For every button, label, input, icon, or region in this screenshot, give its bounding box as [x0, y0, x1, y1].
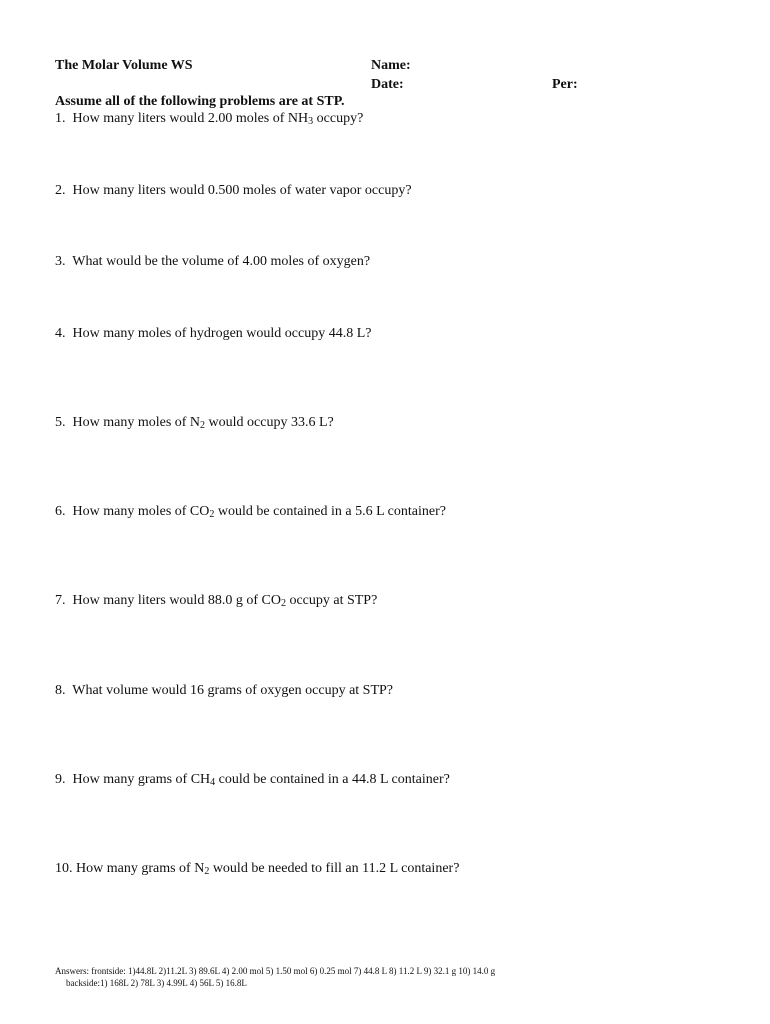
question-number: 3. [55, 254, 66, 269]
question-number: 10. [55, 861, 73, 876]
question-text: How many moles of N [72, 415, 201, 430]
question-text: occupy? [313, 111, 364, 126]
name-label: Name: [371, 58, 411, 73]
question-text: occupy at STP? [285, 593, 378, 608]
answer-key-line-2: backside:1) 168L 2) 78L 3) 4.99L 4) 56L 5) 16.8L [66, 978, 247, 988]
question-number: 7. [55, 593, 66, 608]
answer-key-line-1: Answers: frontside: 1)44.8L 2)11.2L 3) 89.6L 4) 2.00 mol 5) 1.50 mol 6) 0.25 mol 7) 44.8 L 8) 11.2 L 9) 32.1 g 10) 14.0 g [55, 966, 496, 976]
subscript: 2 [280, 598, 286, 609]
question-text: would be contained in a 5.6 L container? [214, 504, 446, 519]
question-number: 6. [55, 504, 66, 519]
question-10 [55, 860, 459, 877]
question-text: What would be the volume of 4.00 moles of oxygen? [72, 254, 371, 269]
period-label: Per: [552, 77, 578, 92]
question-number: 9. [55, 772, 66, 787]
subscript: 2 [209, 509, 215, 520]
question-number: 2. [55, 183, 66, 198]
question-text: How many moles of hydrogen would occupy 44.8 L? [72, 326, 372, 341]
instructions: Assume all of the following problems are at STP. [55, 94, 345, 109]
question-number: 1. [55, 111, 66, 126]
date-label: Date: [371, 77, 404, 92]
question-text: How many moles of CO [72, 504, 210, 519]
question-6 [55, 503, 446, 520]
question-text: would be needed to fill an 11.2 L container? [209, 861, 460, 876]
subscript: 3 [308, 116, 314, 127]
question-3 [55, 253, 370, 270]
subscript: 2 [204, 866, 210, 877]
question-1 [55, 110, 363, 127]
question-number: 8. [55, 683, 66, 698]
question-text: would occupy 33.6 L? [205, 415, 334, 430]
subscript: 4 [210, 777, 216, 788]
question-text: What volume would 16 grams of oxygen occupy at STP? [72, 683, 394, 698]
question-number: 4. [55, 326, 66, 341]
question-text: could be contained in a 44.8 L container? [215, 772, 450, 787]
question-2 [55, 182, 412, 199]
question-text: How many liters would 88.0 g of CO [72, 593, 281, 608]
question-5 [55, 414, 334, 431]
worksheet-title: The Molar Volume WS [55, 58, 193, 73]
question-number: 5. [55, 415, 66, 430]
question-text: How many grams of CH [72, 772, 211, 787]
subscript: 2 [200, 420, 206, 431]
question-4 [55, 325, 372, 342]
question-text: How many grams of N [76, 861, 205, 876]
question-8 [55, 682, 393, 699]
question-9 [55, 771, 450, 788]
question-7 [55, 592, 377, 609]
question-text: How many liters would 0.500 moles of water vapor occupy? [72, 183, 412, 198]
question-text: How many liters would 2.00 moles of NH [72, 111, 309, 126]
